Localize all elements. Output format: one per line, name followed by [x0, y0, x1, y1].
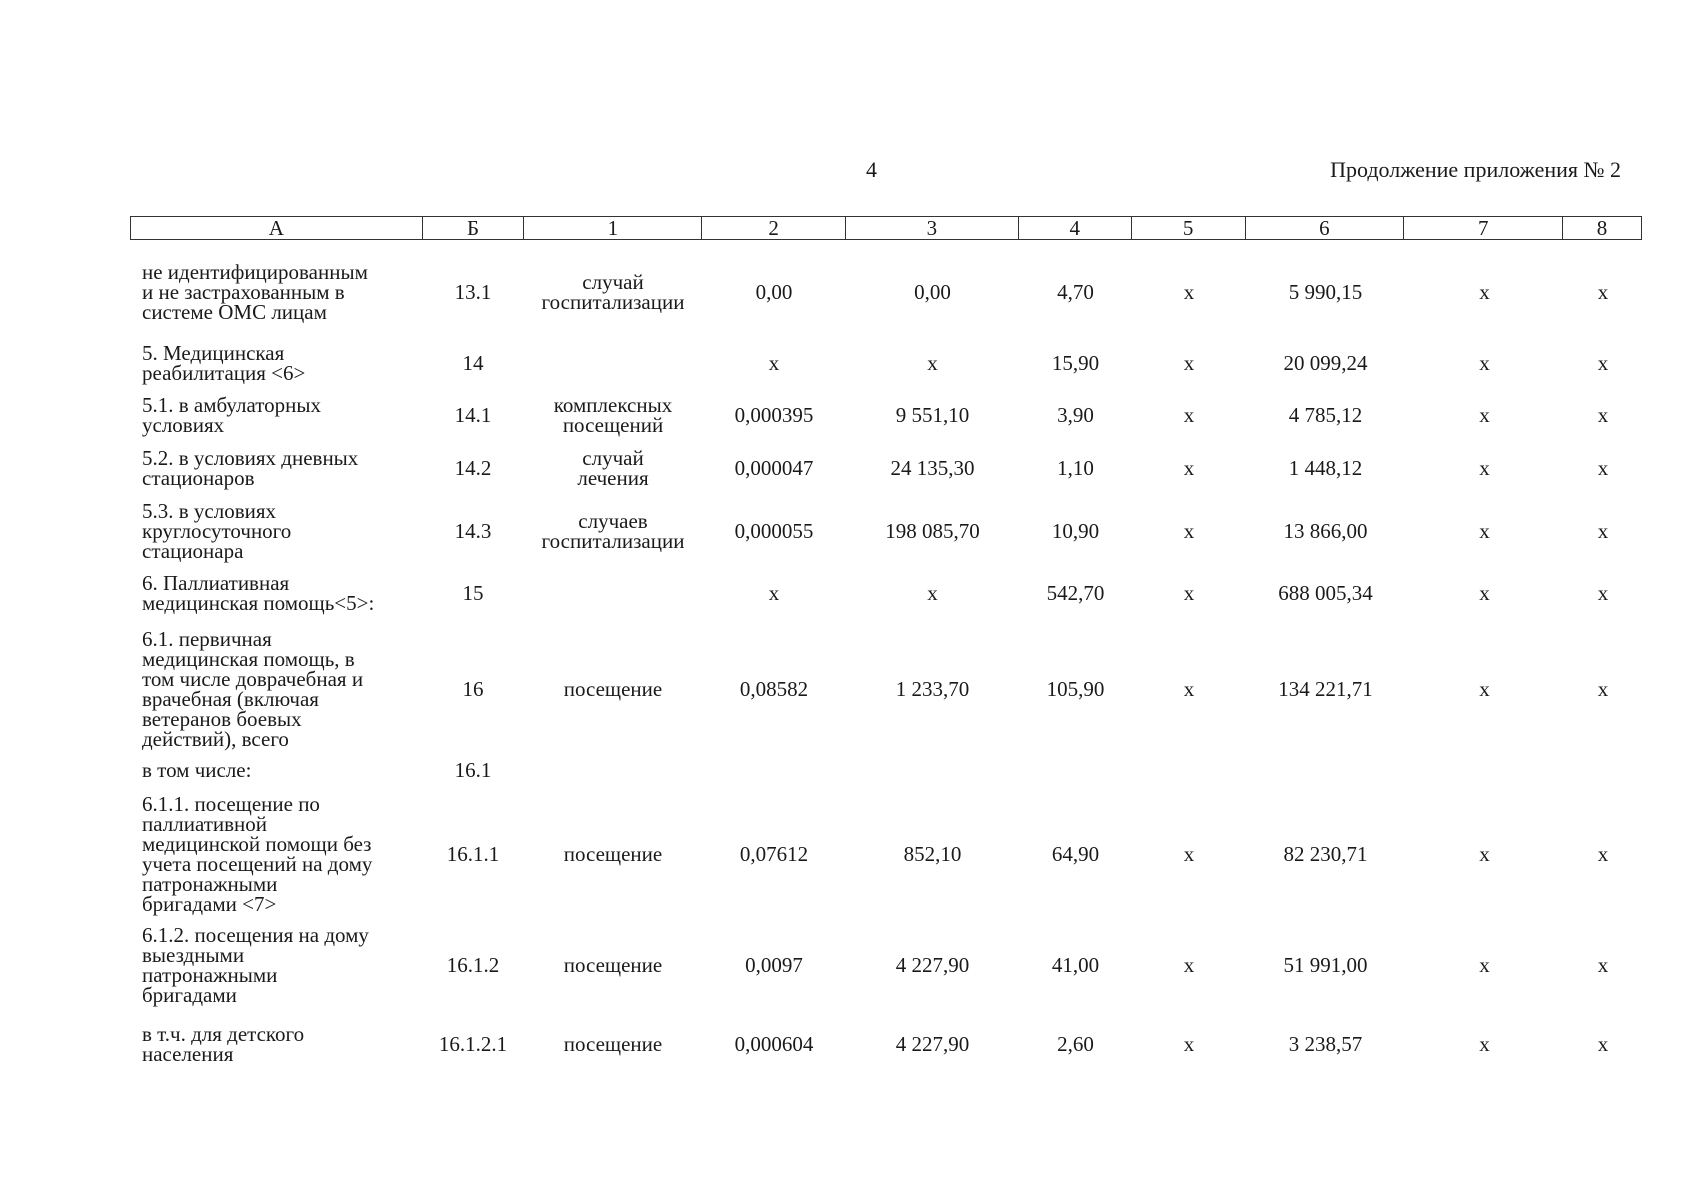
row-col-2: 0,0097	[745, 952, 803, 977]
table-row	[130, 924, 1642, 1006]
row-col-3: 4 227,90	[895, 1031, 970, 1056]
table-row	[130, 343, 1642, 383]
row-col-4: 3,90	[1057, 402, 1094, 427]
table-row	[130, 625, 1642, 753]
row-col-6: 13 866,00	[1283, 518, 1368, 543]
table-row	[130, 1024, 1642, 1064]
row-col-8: x	[1597, 952, 1609, 977]
row-col-8: x	[1597, 518, 1609, 543]
row-col-7: x	[1479, 518, 1490, 543]
row-col-8: x	[1597, 455, 1609, 480]
row-unit: посещение	[563, 677, 663, 701]
row-name: 6.1. первичная медицинская помощь, в том числе доврачебная и врачебная (включая ветеранов боевых действий), всего	[142, 627, 364, 751]
page-number: 4	[866, 157, 877, 182]
row-col-5: x	[1183, 279, 1195, 304]
row-code: 16.1.1	[446, 841, 500, 866]
row-col-3: 9 551,10	[895, 402, 970, 427]
header-cell-2: 2	[702, 217, 846, 239]
table-row	[130, 395, 1642, 435]
row-col-4: 105,90	[1046, 676, 1105, 701]
row-col-6: 5 990,15	[1288, 279, 1363, 304]
row-col-5: x	[1183, 518, 1195, 543]
row-col-6: 1 448,12	[1288, 455, 1363, 480]
header-cell-7: 7	[1404, 217, 1563, 239]
row-unit: посещение	[563, 1032, 663, 1056]
row-col-2: 0,000395	[734, 402, 814, 427]
header-cell-6: 6	[1246, 217, 1405, 239]
table-row	[130, 758, 1642, 782]
row-code: 16	[462, 676, 484, 701]
table-row	[130, 790, 1642, 918]
row-name: в том числе:	[142, 758, 252, 782]
row-unit: комплексных посещений	[553, 393, 673, 437]
row-col-5: x	[1183, 952, 1195, 977]
row-unit: случай госпитализации	[541, 270, 685, 314]
row-col-3: x	[927, 350, 938, 375]
row-col-6: 82 230,71	[1283, 841, 1368, 866]
row-code: 15	[462, 580, 484, 605]
row-code: 16.1.2	[446, 952, 500, 977]
table-row	[130, 448, 1642, 488]
row-col-4: 1,10	[1057, 455, 1094, 480]
row-col-2: x	[768, 350, 780, 375]
row-col-3: x	[927, 580, 938, 605]
row-col-7: x	[1479, 580, 1490, 605]
header-cell-4: 4	[1019, 217, 1132, 239]
row-name: 5. Медицинская реабилитация <6>	[142, 341, 306, 385]
row-col-6: 20 099,24	[1283, 350, 1368, 375]
row-col-7: x	[1479, 455, 1490, 480]
row-col-7: x	[1479, 1031, 1490, 1056]
header-cell-3: 3	[846, 217, 1019, 239]
row-col-2: 0,00	[755, 279, 793, 304]
row-col-2: 0,07612	[739, 841, 809, 866]
row-code: 16.1.2.1	[438, 1031, 508, 1056]
row-col-8: x	[1597, 580, 1609, 605]
row-col-8: x	[1597, 676, 1609, 701]
row-unit: случай лечения	[577, 446, 649, 490]
header-cell-5: 5	[1132, 217, 1246, 239]
row-col-7: x	[1479, 952, 1490, 977]
row-col-7: x	[1479, 676, 1490, 701]
row-code: 13.1	[454, 279, 492, 304]
table-row	[130, 573, 1642, 613]
row-name: 5.3. в условиях круглосуточного стационара	[142, 499, 292, 563]
header-cell-a: А	[131, 217, 423, 239]
row-col-3: 198 085,70	[885, 518, 980, 543]
row-col-3: 1 233,70	[895, 676, 970, 701]
continuation-label: Продолжение приложения № 2	[1330, 157, 1621, 182]
row-col-6: 4 785,12	[1288, 402, 1363, 427]
row-col-8: x	[1597, 350, 1609, 375]
row-col-3: 0,00	[914, 279, 951, 304]
header-cell-1: 1	[524, 217, 702, 239]
row-col-6: 51 991,00	[1283, 952, 1368, 977]
table-row	[130, 500, 1642, 562]
row-name: 6.1.1. посещение по паллиативной медицинской помощи без учета посещений на дому патронажными бригадами <7>	[142, 792, 373, 916]
row-name: 6. Паллиативная медицинская помощь<5>:	[142, 571, 375, 615]
row-col-7: x	[1479, 841, 1490, 866]
row-code: 14.1	[454, 402, 492, 427]
row-col-5: x	[1183, 455, 1195, 480]
row-code: 14.2	[454, 455, 492, 480]
row-col-4: 64,90	[1051, 841, 1100, 866]
row-unit: случаев госпитализации	[541, 509, 685, 553]
row-col-8: x	[1597, 402, 1609, 427]
row-name: 5.2. в условиях дневных стационаров	[142, 446, 359, 490]
row-col-2: 0,000604	[734, 1031, 814, 1056]
row-col-4: 2,60	[1057, 1031, 1094, 1056]
row-col-5: x	[1183, 1031, 1195, 1056]
row-code: 14	[462, 350, 484, 375]
row-col-4: 10,90	[1051, 518, 1100, 543]
table-header-row	[130, 216, 1642, 240]
row-col-7: x	[1479, 350, 1490, 375]
row-col-2: x	[768, 580, 780, 605]
row-name: в т.ч. для детского населения	[142, 1022, 305, 1066]
table-row	[130, 262, 1642, 322]
row-unit: посещение	[563, 953, 663, 977]
row-col-5: x	[1183, 350, 1195, 375]
row-col-4: 15,90	[1051, 350, 1100, 375]
row-code: 16.1	[454, 757, 492, 782]
row-col-2: 0,000047	[734, 455, 814, 480]
row-col-6: 688 005,34	[1278, 580, 1373, 605]
row-col-5: x	[1183, 676, 1195, 701]
row-col-4: 542,70	[1046, 580, 1105, 605]
row-col-8: x	[1597, 841, 1609, 866]
row-unit: посещение	[563, 842, 663, 866]
row-col-4: 4,70	[1057, 279, 1094, 304]
row-col-7: x	[1479, 279, 1490, 304]
row-col-8: x	[1597, 279, 1609, 304]
row-col-3: 852,10	[903, 841, 962, 866]
row-name: 5.1. в амбулаторных условиях	[142, 393, 321, 437]
row-col-3: 24 135,30	[890, 455, 975, 480]
header-cell-b: Б	[423, 217, 525, 239]
row-col-8: x	[1597, 1031, 1609, 1056]
row-col-5: x	[1183, 402, 1195, 427]
row-col-7: x	[1479, 402, 1490, 427]
row-col-3: 4 227,90	[895, 952, 970, 977]
row-code: 14.3	[454, 518, 492, 543]
row-col-5: x	[1183, 841, 1195, 866]
row-col-4: 41,00	[1051, 952, 1100, 977]
row-col-6: 3 238,57	[1288, 1031, 1363, 1056]
row-name: 6.1.2. посещения на дому выездными патронажными бригадами	[142, 923, 369, 1007]
row-col-6: 134 221,71	[1278, 676, 1373, 701]
row-name: не идентифицированным и не застрахованным в системе ОМС лицам	[142, 260, 368, 324]
header-cell-8: 8	[1596, 216, 1608, 240]
row-col-5: x	[1183, 580, 1195, 605]
row-col-2: 0,000055	[734, 518, 814, 543]
row-col-2: 0,08582	[739, 676, 809, 701]
